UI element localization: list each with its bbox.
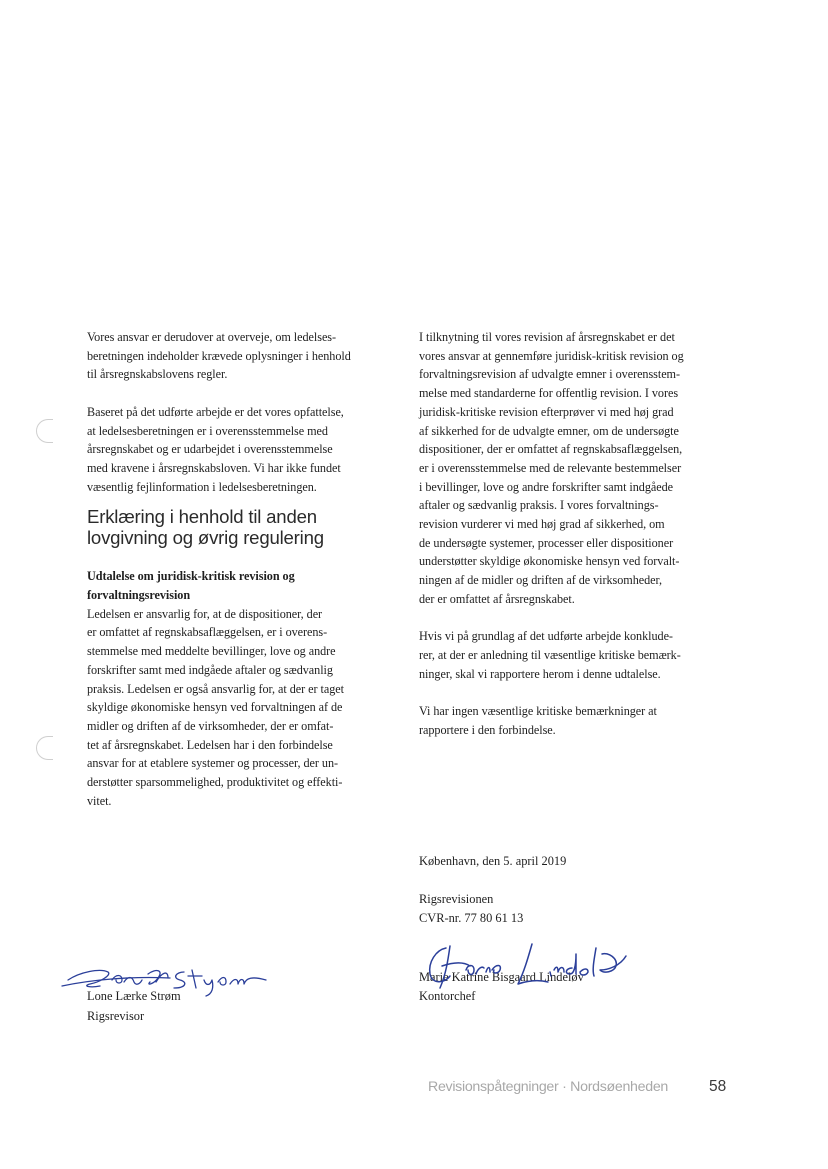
text-line: Hvis vi på grundlag af det udførte arbejde konklude-	[419, 629, 673, 644]
signer-title-right: Kontorchef	[419, 989, 476, 1003]
text-line: med kravene i årsregnskabsloven. Vi har ikke fundet	[87, 460, 341, 475]
margin-hole-mark	[36, 736, 53, 760]
text-line: årsregnskabet og er udarbejdet i overensstemmelse	[87, 442, 333, 457]
text-line: væsentlig fejlinformation i ledelsesberetningen.	[87, 479, 317, 494]
subheading-line: Udtalelse om juridisk-kritisk revision og	[87, 569, 295, 584]
signer-name-left: Lone Lærke Strøm	[87, 989, 181, 1003]
page-footer	[428, 1078, 727, 1095]
text-line: aftaler og sædvanlig praksis. I vores forvaltnings-	[419, 498, 659, 513]
text-line: rapportere i den forbindelse.	[419, 722, 556, 737]
text-line: tet af årsregnskabet. Ledelsen har i den forbindelse	[87, 737, 333, 752]
heading-line: Erklæring i henhold til anden	[87, 506, 317, 528]
text-line: forskrifter samt med indgåede aftaler og sædvanlig	[87, 662, 333, 677]
paragraph-management-report-conclusion	[87, 403, 399, 497]
text-line: til årsregnskabslovens regler.	[87, 367, 228, 382]
text-line: skyldige økonomiske hensyn ved forvaltningen af de	[87, 700, 343, 715]
text-line: ansvar for at etablere systemer og processer, der un-	[87, 756, 338, 771]
subheading-line: forvaltningsrevision	[87, 588, 191, 603]
text-line: Ledelsen er ansvarlig for, at de dispositioner, der	[87, 606, 323, 621]
text-line: revision vurderer vi med høj grad af sikkerhed, om	[419, 517, 665, 532]
text-line: dispositioner, der er omfattet af regnskabsaflæggelsen,	[419, 442, 683, 457]
margin-hole-mark	[36, 419, 53, 443]
handwritten-signature-right	[420, 940, 630, 1000]
text-line: vores ansvar at gennemføre juridisk-kritisk revision og	[419, 348, 684, 363]
text-line: juridisk-kritiske revision efterprøver vi med høj grad	[419, 404, 674, 419]
heading-line: lovgivning og øvrig regulering	[87, 526, 324, 548]
cvr-number: CVR-nr. 77 80 61 13	[419, 911, 524, 925]
subsection-heading	[87, 567, 399, 604]
text-line: beretningen indeholder krævede oplysninger i henhold	[87, 348, 351, 363]
paragraph-audit-responsibility	[419, 328, 735, 609]
handwritten-signature-left	[60, 958, 280, 1008]
footer-section-title: Revisionspåtegninger · Nordsøenheden	[428, 1079, 668, 1095]
left-column	[87, 328, 399, 810]
text-line: understøtter skyldige økonomiske hensyn ved forvalt-	[419, 554, 680, 569]
text-line: vitet.	[87, 793, 112, 808]
signer-title-left: Rigsrevisor	[87, 1008, 145, 1023]
text-line: midler og driften af de virksomheder, der er omfat-	[87, 718, 334, 733]
organisation-name: Rigsrevisionen	[419, 891, 494, 906]
text-line: er i overensstemmelse med de relevante bestemmelser	[419, 460, 682, 475]
text-line: rer, at der er anledning til væsentlige kritiske bemærk-	[419, 647, 681, 662]
paragraph-management-report-responsibility	[87, 328, 399, 384]
text-line: melse med standarderne for offentlig revision. I vores	[419, 386, 679, 401]
place-date: København, den 5. april 2019	[419, 854, 567, 868]
text-line: stemmelse med meddelte bevillinger, love og andre	[87, 644, 336, 659]
section-heading	[87, 507, 399, 548]
text-line: praksis. Ledelsen er også ansvarlig for, at der er taget	[87, 681, 344, 696]
text-line: i bevillinger, love og andre forskrifter samt indgåede	[419, 479, 674, 494]
text-line: I tilknytning til vores revision af årsregnskabet er det	[419, 330, 675, 344]
text-line: at ledelsesberetningen er i overensstemmelse med	[87, 423, 328, 438]
text-line: Baseret på det udførte arbejde er det vores opfattelse,	[87, 404, 344, 419]
text-line: de undersøgte systemer, processer eller dispositioner	[419, 535, 674, 550]
text-line: Vores ansvar er derudover at overveje, om ledelses-	[87, 330, 337, 344]
right-column	[419, 328, 735, 739]
text-line: ninger, skal vi rapportere herom i denne udtalelse.	[419, 666, 661, 681]
page-number: 58	[709, 1078, 727, 1095]
text-line: der er omfattet af årsregnskabet.	[419, 591, 575, 606]
paragraph-conclusion	[419, 702, 735, 739]
signer-name-right: Marie Katrine Bisgaard Lindeløv	[419, 969, 584, 984]
paragraph-reporting-obligation	[419, 627, 735, 683]
text-line: er omfattet af regnskabsaflæggelsen, er i overens-	[87, 625, 328, 640]
text-line: Vi har ingen væsentlige kritiske bemærkninger at	[419, 704, 657, 719]
text-line: af sikkerhed for de udvalgte emner, om de undersøgte	[419, 423, 679, 438]
text-line: ningen af de midler og driften af de virksomheder,	[419, 573, 663, 588]
text-line: derstøtter sparsommelighed, produktivitet og effekti-	[87, 775, 343, 790]
text-line: forvaltningsrevision af udvalgte emner i overensstem-	[419, 367, 680, 382]
paragraph-management-responsibility	[87, 605, 399, 811]
